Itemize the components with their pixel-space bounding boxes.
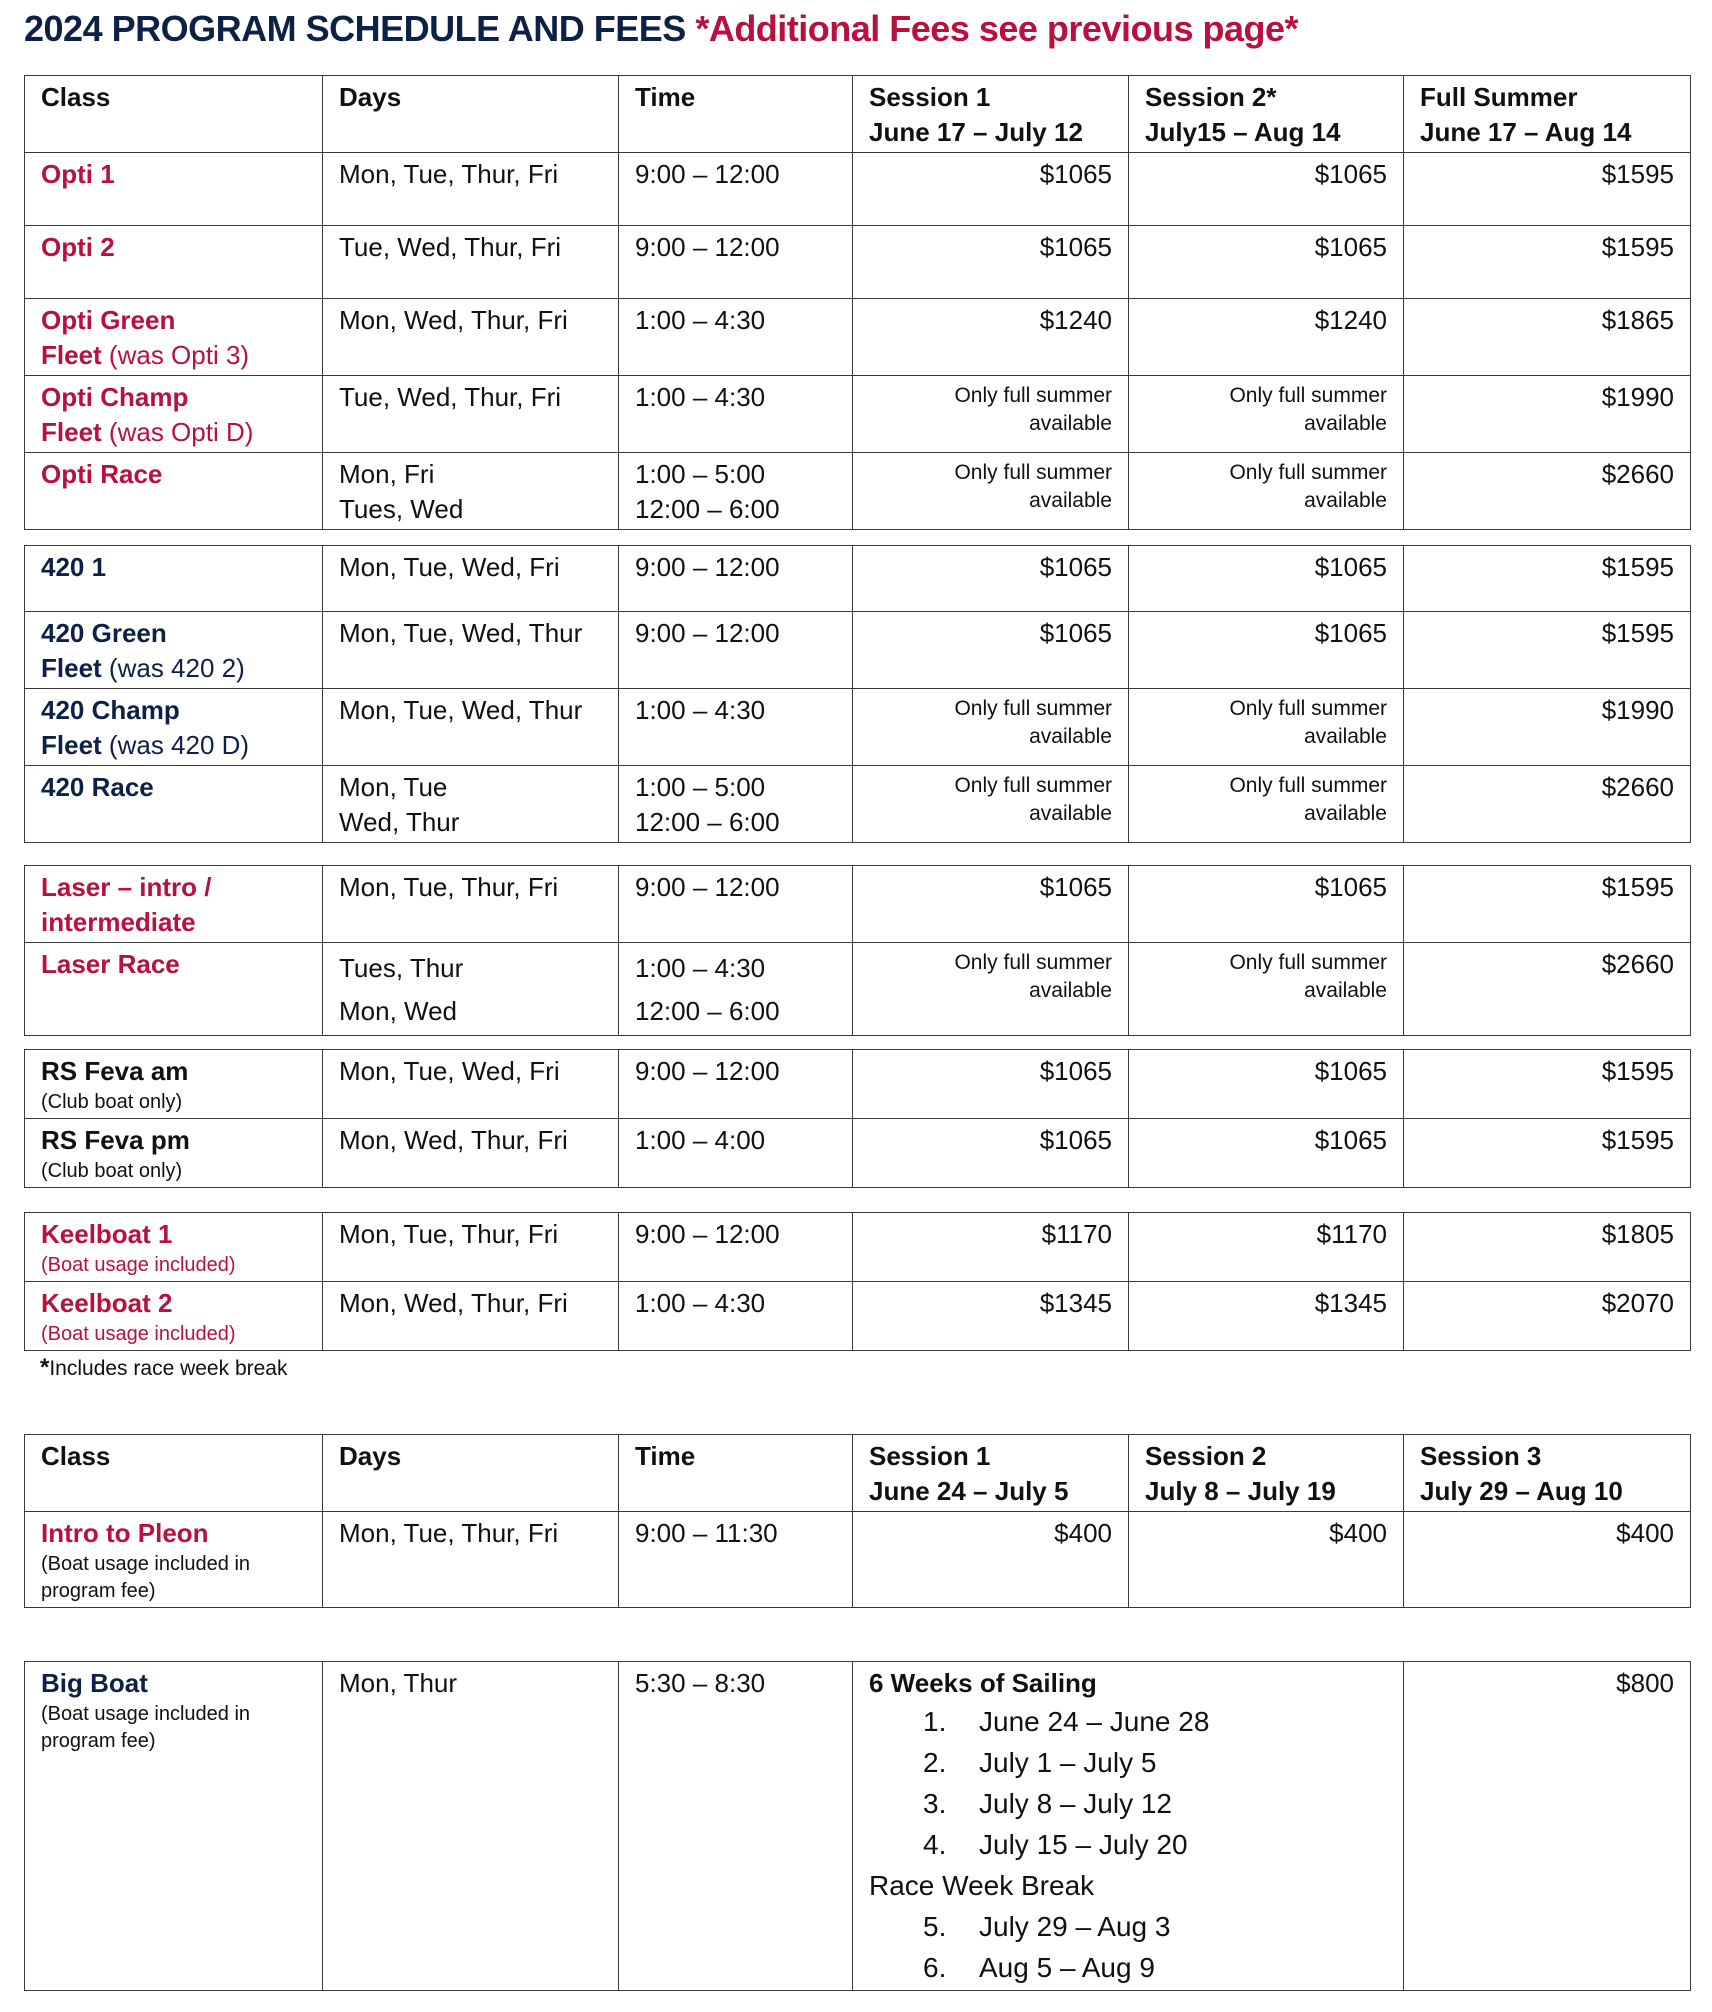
class-cell: Opti Race bbox=[25, 453, 323, 530]
time-cell: 9:00 – 12:00 bbox=[619, 153, 853, 226]
race-week-break: Race Week Break bbox=[869, 1870, 1095, 1901]
time-cell: 1:00 – 5:00 12:00 – 6:00 bbox=[619, 453, 853, 530]
days-cell: Mon, Tue, Thur, Fri bbox=[323, 1512, 619, 1608]
session-3-fee: $400 bbox=[1404, 1512, 1691, 1608]
schedule-table-big-boat bbox=[24, 1661, 1691, 1991]
class-cell: Keelboat 2 (Boat usage included) bbox=[25, 1282, 323, 1351]
session-1-fee: Only full summer available bbox=[853, 453, 1129, 530]
time-cell: 9:00 – 12:00 bbox=[619, 226, 853, 299]
session-2-fee: $1065 bbox=[1129, 1050, 1404, 1119]
full-summer-fee: $1990 bbox=[1404, 689, 1691, 766]
table-row bbox=[25, 153, 1691, 226]
weeks-cell bbox=[853, 1662, 1404, 1991]
table-row bbox=[25, 299, 1691, 376]
full-summer-fee: $1595 bbox=[1404, 1119, 1691, 1188]
session-2-fee: $1240 bbox=[1129, 299, 1404, 376]
page-title-main: 2024 PROGRAM SCHEDULE AND FEES bbox=[24, 8, 686, 49]
header-session-2: Session 2* July15 – Aug 14 bbox=[1129, 76, 1404, 153]
full-summer-fee: $1805 bbox=[1404, 1213, 1691, 1282]
session-1-fee: $1065 bbox=[853, 612, 1129, 689]
weeks-list bbox=[869, 1701, 1387, 1865]
table-header-row bbox=[25, 76, 1691, 153]
class-cell: 420 Race bbox=[25, 766, 323, 843]
program-fee: $800 bbox=[1404, 1662, 1691, 1991]
list-item: 1. June 24 – June 28 bbox=[923, 1706, 1210, 1737]
session-2-fee: Only full summer available bbox=[1129, 766, 1404, 843]
session-2-fee: Only full summer available bbox=[1129, 689, 1404, 766]
session-1-fee: Only full summer available bbox=[853, 689, 1129, 766]
days-cell: Mon, Tue, Wed, Fri bbox=[323, 1050, 619, 1119]
session-1-fee: $1065 bbox=[853, 226, 1129, 299]
session-2-fee: $1065 bbox=[1129, 226, 1404, 299]
class-cell: 420 1 bbox=[25, 546, 323, 612]
days-cell: Mon, Tue, Thur, Fri bbox=[323, 153, 619, 226]
schedule-table-keelboat bbox=[24, 1212, 1691, 1351]
header-session-3: Session 3 July 29 – Aug 10 bbox=[1404, 1435, 1691, 1512]
time-cell: 1:00 – 4:00 bbox=[619, 1119, 853, 1188]
schedule-table-feva bbox=[24, 1049, 1691, 1188]
time-cell: 5:30 – 8:30 bbox=[619, 1662, 853, 1991]
header-full-summer: Full Summer June 17 – Aug 14 bbox=[1404, 76, 1691, 153]
table-row bbox=[25, 226, 1691, 299]
session-1-fee: Only full summer available bbox=[853, 943, 1129, 1036]
days-cell: Mon, Tue, Thur, Fri bbox=[323, 1213, 619, 1282]
weeks-title: 6 Weeks of Sailing bbox=[869, 1668, 1097, 1698]
list-item: 2. July 1 – July 5 bbox=[923, 1747, 1157, 1778]
class-cell: Laser Race bbox=[25, 943, 323, 1036]
table-row bbox=[25, 943, 1691, 1036]
time-cell: 1:00 – 4:30 bbox=[619, 689, 853, 766]
full-summer-fee: $2070 bbox=[1404, 1282, 1691, 1351]
schedule-table-420 bbox=[24, 545, 1691, 843]
full-summer-fee: $1595 bbox=[1404, 226, 1691, 299]
days-cell: Mon, Thur bbox=[323, 1662, 619, 1991]
days-cell: Tue, Wed, Thur, Fri bbox=[323, 226, 619, 299]
session-1-fee: $1065 bbox=[853, 866, 1129, 943]
session-2-fee: $1065 bbox=[1129, 1119, 1404, 1188]
days-cell: Mon, Fri Tues, Wed bbox=[323, 453, 619, 530]
days-cell: Tue, Wed, Thur, Fri bbox=[323, 376, 619, 453]
weeks-list bbox=[869, 1906, 1387, 1988]
table-row bbox=[25, 689, 1691, 766]
days-cell: Mon, Tue Wed, Thur bbox=[323, 766, 619, 843]
header-time: Time bbox=[619, 1435, 853, 1512]
table-row bbox=[25, 612, 1691, 689]
list-item: 6. Aug 5 – Aug 9 bbox=[923, 1952, 1155, 1983]
days-cell: Tues, Thur Mon, Wed bbox=[323, 943, 619, 1036]
session-1-fee: $1345 bbox=[853, 1282, 1129, 1351]
time-cell: 9:00 – 12:00 bbox=[619, 612, 853, 689]
time-cell: 1:00 – 4:30 12:00 – 6:00 bbox=[619, 943, 853, 1036]
header-class: Class bbox=[25, 76, 323, 153]
page-title bbox=[24, 8, 1298, 50]
table-row bbox=[25, 546, 1691, 612]
session-2-fee: $1065 bbox=[1129, 546, 1404, 612]
class-cell: Opti Green Fleet (was Opti 3) bbox=[25, 299, 323, 376]
session-1-fee: $1170 bbox=[853, 1213, 1129, 1282]
time-cell: 9:00 – 12:00 bbox=[619, 1213, 853, 1282]
header-days: Days bbox=[323, 1435, 619, 1512]
schedule-table-laser bbox=[24, 865, 1691, 1036]
full-summer-fee: $1595 bbox=[1404, 153, 1691, 226]
time-cell: 9:00 – 11:30 bbox=[619, 1512, 853, 1608]
table-header-row bbox=[25, 1435, 1691, 1512]
list-item: 3. July 8 – July 12 bbox=[923, 1788, 1172, 1819]
table-row bbox=[25, 376, 1691, 453]
header-session-1: Session 1 June 17 – July 12 bbox=[853, 76, 1129, 153]
class-cell: RS Feva pm (Club boat only) bbox=[25, 1119, 323, 1188]
table-row bbox=[25, 766, 1691, 843]
table-row bbox=[25, 453, 1691, 530]
session-2-fee: Only full summer available bbox=[1129, 376, 1404, 453]
days-cell: Mon, Wed, Thur, Fri bbox=[323, 299, 619, 376]
class-cell: Opti 2 bbox=[25, 226, 323, 299]
table-row bbox=[25, 1050, 1691, 1119]
session-2-fee: $400 bbox=[1129, 1512, 1404, 1608]
time-cell: 9:00 – 12:00 bbox=[619, 1050, 853, 1119]
session-2-fee: Only full summer available bbox=[1129, 943, 1404, 1036]
days-cell: Mon, Tue, Wed, Thur bbox=[323, 689, 619, 766]
header-session-2: Session 2 July 8 – July 19 bbox=[1129, 1435, 1404, 1512]
page-title-note: *Additional Fees see previous page* bbox=[695, 8, 1299, 49]
session-2-fee: Only full summer available bbox=[1129, 453, 1404, 530]
session-1-fee: $1065 bbox=[853, 1050, 1129, 1119]
time-cell: 1:00 – 5:00 12:00 – 6:00 bbox=[619, 766, 853, 843]
class-cell: 420 Green Fleet (was 420 2) bbox=[25, 612, 323, 689]
table-row bbox=[25, 1213, 1691, 1282]
session-1-fee: $1065 bbox=[853, 546, 1129, 612]
session-2-fee: $1345 bbox=[1129, 1282, 1404, 1351]
full-summer-fee: $1990 bbox=[1404, 376, 1691, 453]
table-row bbox=[25, 866, 1691, 943]
footnote-race-week: *Includes race week break bbox=[40, 1354, 288, 1381]
class-cell: Opti Champ Fleet (was Opti D) bbox=[25, 376, 323, 453]
session-1-fee: $1240 bbox=[853, 299, 1129, 376]
time-cell: 1:00 – 4:30 bbox=[619, 376, 853, 453]
days-cell: Mon, Tue, Thur, Fri bbox=[323, 866, 619, 943]
session-1-fee: $1065 bbox=[853, 1119, 1129, 1188]
table-row bbox=[25, 1512, 1691, 1608]
session-1-fee: $1065 bbox=[853, 153, 1129, 226]
table-row bbox=[25, 1119, 1691, 1188]
header-session-1: Session 1 June 24 – July 5 bbox=[853, 1435, 1129, 1512]
full-summer-fee: $1595 bbox=[1404, 1050, 1691, 1119]
session-1-fee: Only full summer available bbox=[853, 376, 1129, 453]
days-cell: Mon, Tue, Wed, Thur bbox=[323, 612, 619, 689]
header-time: Time bbox=[619, 76, 853, 153]
full-summer-fee: $2660 bbox=[1404, 453, 1691, 530]
time-cell: 1:00 – 4:30 bbox=[619, 299, 853, 376]
full-summer-fee: $1595 bbox=[1404, 546, 1691, 612]
table-row bbox=[25, 1282, 1691, 1351]
class-cell: RS Feva am (Club boat only) bbox=[25, 1050, 323, 1119]
full-summer-fee: $2660 bbox=[1404, 766, 1691, 843]
class-cell: Keelboat 1 (Boat usage included) bbox=[25, 1213, 323, 1282]
header-days: Days bbox=[323, 76, 619, 153]
header-class: Class bbox=[25, 1435, 323, 1512]
session-2-fee: $1065 bbox=[1129, 612, 1404, 689]
time-cell: 9:00 – 12:00 bbox=[619, 866, 853, 943]
full-summer-fee: $2660 bbox=[1404, 943, 1691, 1036]
days-cell: Mon, Tue, Wed, Fri bbox=[323, 546, 619, 612]
session-2-fee: $1065 bbox=[1129, 153, 1404, 226]
class-cell: Big Boat (Boat usage included in program fee) bbox=[25, 1662, 323, 1991]
session-2-fee: $1065 bbox=[1129, 866, 1404, 943]
class-cell: Laser – intro / intermediate bbox=[25, 866, 323, 943]
list-item: 5. July 29 – Aug 3 bbox=[923, 1911, 1171, 1942]
time-cell: 9:00 – 12:00 bbox=[619, 546, 853, 612]
session-2-fee: $1170 bbox=[1129, 1213, 1404, 1282]
days-cell: Mon, Wed, Thur, Fri bbox=[323, 1282, 619, 1351]
full-summer-fee: $1595 bbox=[1404, 866, 1691, 943]
days-cell: Mon, Wed, Thur, Fri bbox=[323, 1119, 619, 1188]
time-cell: 1:00 – 4:30 bbox=[619, 1282, 853, 1351]
class-cell: Opti 1 bbox=[25, 153, 323, 226]
class-cell: Intro to Pleon (Boat usage included in program fee) bbox=[25, 1512, 323, 1608]
full-summer-fee: $1595 bbox=[1404, 612, 1691, 689]
session-1-fee: Only full summer available bbox=[853, 766, 1129, 843]
table-row bbox=[25, 1662, 1691, 1991]
list-item: 4. July 15 – July 20 bbox=[923, 1829, 1188, 1860]
class-cell: 420 Champ Fleet (was 420 D) bbox=[25, 689, 323, 766]
schedule-table-pleon bbox=[24, 1434, 1691, 1608]
schedule-table-main bbox=[24, 75, 1691, 530]
full-summer-fee: $1865 bbox=[1404, 299, 1691, 376]
session-1-fee: $400 bbox=[853, 1512, 1129, 1608]
